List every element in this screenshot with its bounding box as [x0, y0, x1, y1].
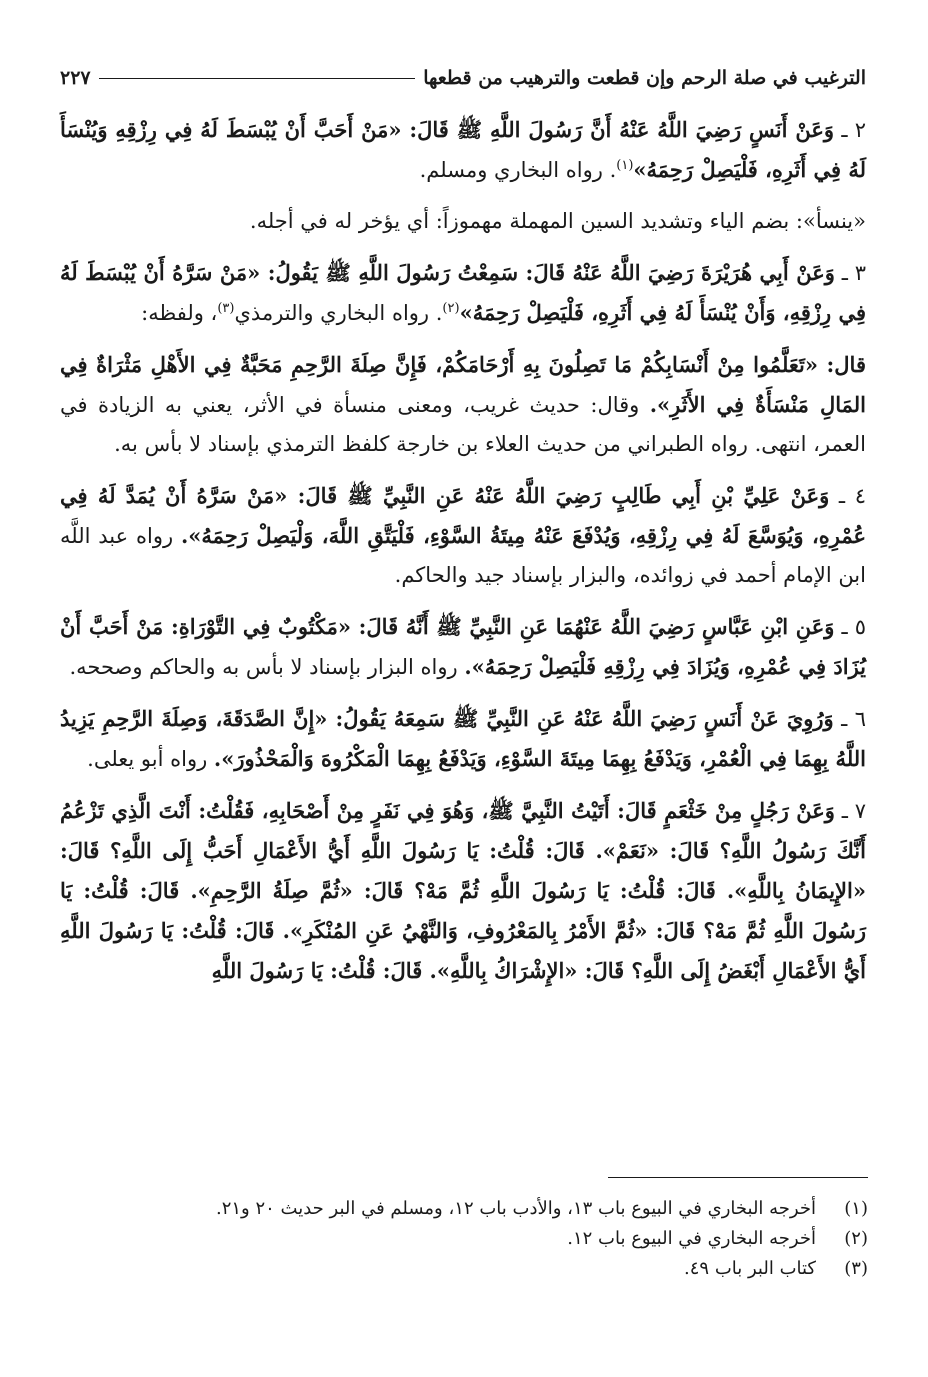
footnote-item	[62, 1254, 868, 1284]
running-title: الترغيب في صلة الرحم وإن قطعت والترهيب من قطعها	[423, 67, 866, 89]
hadith-number: ٣ ـ	[841, 261, 866, 285]
gloss-text: «ينسأ»: بضم الياء وتشديد السين المهملة مهموزاً: أي يؤخر له في أجله.	[249, 209, 866, 233]
page-header	[60, 60, 866, 96]
footnote-marker: (٣)	[844, 1258, 868, 1279]
gloss-note	[60, 202, 866, 241]
header-rule	[99, 78, 416, 79]
footnote-ref: (٢)	[442, 301, 460, 316]
hadith-3	[60, 253, 866, 333]
footnote-text: كتاب البر باب ٤٩.	[684, 1258, 816, 1279]
footnote-marker: (٢)	[844, 1228, 868, 1249]
hadith-number: ٦ ـ	[841, 707, 866, 731]
narration: رواه أبو يعلى.	[87, 747, 214, 771]
hadith-number: ٥ ـ	[841, 615, 867, 639]
hadith-text: وَعَنْ أَبِي هُرَيْرَةَ رَضِيَ اللَّهُ عَنْهُ قَالَ: سَمِعْتُ رَسُولَ اللَّهِ ﷺ يَقُولُ: «مَنْ سَرَّهُ أَنْ يُبْسَطَ لَهُ فِي رِزْقِهِ، وَأَنْ يُنْسَأَ لَهُ فِي أَثَرِهِ، فَلْيَصِلْ رَحِمَهُ»	[60, 260, 866, 325]
narration: . رواه البخاري ومسلم.	[419, 158, 617, 182]
footnotes	[62, 1194, 868, 1284]
hadith-text: وَعَنْ عَلِيِّ بْنِ أَبِي طَالِبٍ رَضِيَ اللَّهُ عَنْهُ عَنِ النَّبِيِّ ﷺ قَالَ: «مَنْ سَرَّهُ أَنْ يُمَدَّ لَهُ فِي عُمْرِهِ، وَيُوَسَّعَ لَهُ فِي رِزْقِهِ، وَيُدْفَعَ عَنْهُ مِيتَةُ السَّوْءِ، فَلْيَتَّقِ اللَّهَ، وَلْيَصِلْ رَحِمَهُ».	[60, 483, 866, 548]
hadith-4	[60, 476, 866, 595]
footnote-ref: (٣)	[217, 301, 235, 316]
narration: رواه عبد اللَّه ابن الإمام أحمد في زوائده، والبزار بإسناد جيد والحاكم.	[60, 524, 866, 587]
footnote-item	[62, 1224, 868, 1254]
hadith-6	[60, 699, 866, 779]
hadith-text: وَعَنْ رَجُلٍ مِنْ خَثْعَمٍ قَالَ: أَتَيْتُ النَّبِيَّ ﷺ، وَهُوَ فِي نَفَرٍ مِنْ أَصْحَابِهِ، فَقُلْتُ: أَنْتَ الَّذِي تَزْعُمُ أَنَّكَ رَسُولُ اللَّهِ؟ قَالَ: «نَعَمْ». قَالَ: قُلْتُ: يَا رَسُولَ اللَّهِ أَيُّ الأَعْمَالِ أَحَبُّ إِلَى اللَّهِ؟ قَالَ: «الإِيمَانُ بِاللَّهِ». قَالَ: قُلْتُ: يَا رَسُولَ اللَّهِ ثُمَّ مَهْ؟ قَالَ: «ثُمَّ صِلَةُ الرَّحِمِ». قَالَ: قُلْتُ: يَا رَسُولَ اللَّهِ ثُمَّ مَهْ؟ قَالَ: «ثُمَّ الأَمْرُ بِالمَعْرُوفِ، وَالنَّهْيُ عَنِ المُنْكَرِ». قَالَ: قُلْتُ: يَا رَسُولَ اللَّهِ أَيُّ الأَعْمَالِ أَبْغَضُ إِلَى اللَّهِ؟ قَالَ: «الإِشْرَاكُ بِاللَّهِ». قَالَ: قُلْتُ: يَا رَسُولَ اللَّهِ	[60, 798, 866, 983]
hadith-5	[60, 607, 866, 687]
narration: وقال: حديث غريب، ومعنى منسأة في الأثر، يعني به الزيادة في العمر، انتهى. رواه الطبراني من حديث العلاء بن خارجة كلفظ الترمذي بإسناد لا بأس به.	[60, 393, 866, 456]
page-body	[60, 110, 866, 991]
footnote-text: أخرجه البخاري في البيوع باب ١٣، والأدب باب ١٢، ومسلم في البر حديث ٢٠ و٢١.	[215, 1198, 816, 1219]
hadith-7	[60, 791, 866, 991]
footnote-item	[62, 1194, 868, 1224]
footnote-text: أخرجه البخاري في البيوع باب ١٢.	[567, 1228, 816, 1249]
hadith-number: ٤ ـ	[838, 484, 866, 508]
book-page	[60, 60, 866, 1003]
hadith-text: قال: «تَعَلَّمُوا مِنْ أَنْسَابِكُمْ مَا تَصِلُونَ بِهِ أَرْحَامَكُمْ، فَإِنَّ صِلَةَ الرَّحِمِ مَحَبَّةٌ فِي الأَهْلِ مَثْرَاةٌ فِي المَالِ مَنْسَأَةٌ فِي الأَثَرِ».	[60, 352, 866, 417]
narration: . رواه البخاري والترمذي	[234, 301, 443, 325]
narration: ، ولفظه:	[141, 301, 218, 325]
hadith-text: وَعَنِ ابْنِ عَبَّاسٍ رَضِيَ اللَّهُ عَنْهُمَا عَنِ النَّبِيِّ ﷺ أَنَّهُ قَالَ: «مَكْتُوبٌ فِي التَّوْرَاةِ: مَنْ أَحَبَّ أَنْ يُزَادَ فِي عُمْرِهِ، وَيُزَادَ فِي رِزْقِهِ فَلْيَصِلْ رَحِمَهُ».	[60, 614, 866, 679]
narration: رواه البزار بإسناد لا بأس به والحاكم وصححه.	[69, 655, 465, 679]
footnote-marker: (١)	[844, 1198, 868, 1219]
footnote-separator	[608, 1177, 868, 1178]
hadith-3-wording	[60, 345, 866, 464]
footnote-ref: (١)	[616, 158, 634, 173]
hadith-text: وَعَنْ أَنَسٍ رَضِيَ اللَّهُ عَنْهُ أَنَّ رَسُولَ اللَّهِ ﷺ قَالَ: «مَنْ أَحَبَّ أَنْ يُبْسَطَ لَهُ فِي رِزْقِهِ وَيُنْسَأَ لَهُ فِي أَثَرِهِ، فَلْيَصِلْ رَحِمَهُ»	[60, 117, 866, 182]
hadith-number: ٢ ـ	[841, 118, 867, 142]
hadith-text: وَرُوِيَ عَنْ أَنَسٍ رَضِيَ اللَّهُ عَنْهُ عَنِ النَّبِيِّ ﷺ سَمِعَهُ يَقُولُ: «إِنَّ الصَّدَقَةَ، وَصِلَةَ الرَّحِمِ يَزِيدُ اللَّهُ بِهِمَا فِي الْعُمْرِ، وَيَدْفَعُ بِهِمَا مِيتَةَ السَّوْءِ، وَيَدْفَعُ بِهِمَا الْمَكْرُوهَ وَالْمَحْذُورَ».	[60, 706, 866, 771]
hadith-number: ٧ ـ	[841, 799, 866, 823]
page-number: ٢٢٧	[60, 67, 91, 89]
hadith-2	[60, 110, 866, 190]
